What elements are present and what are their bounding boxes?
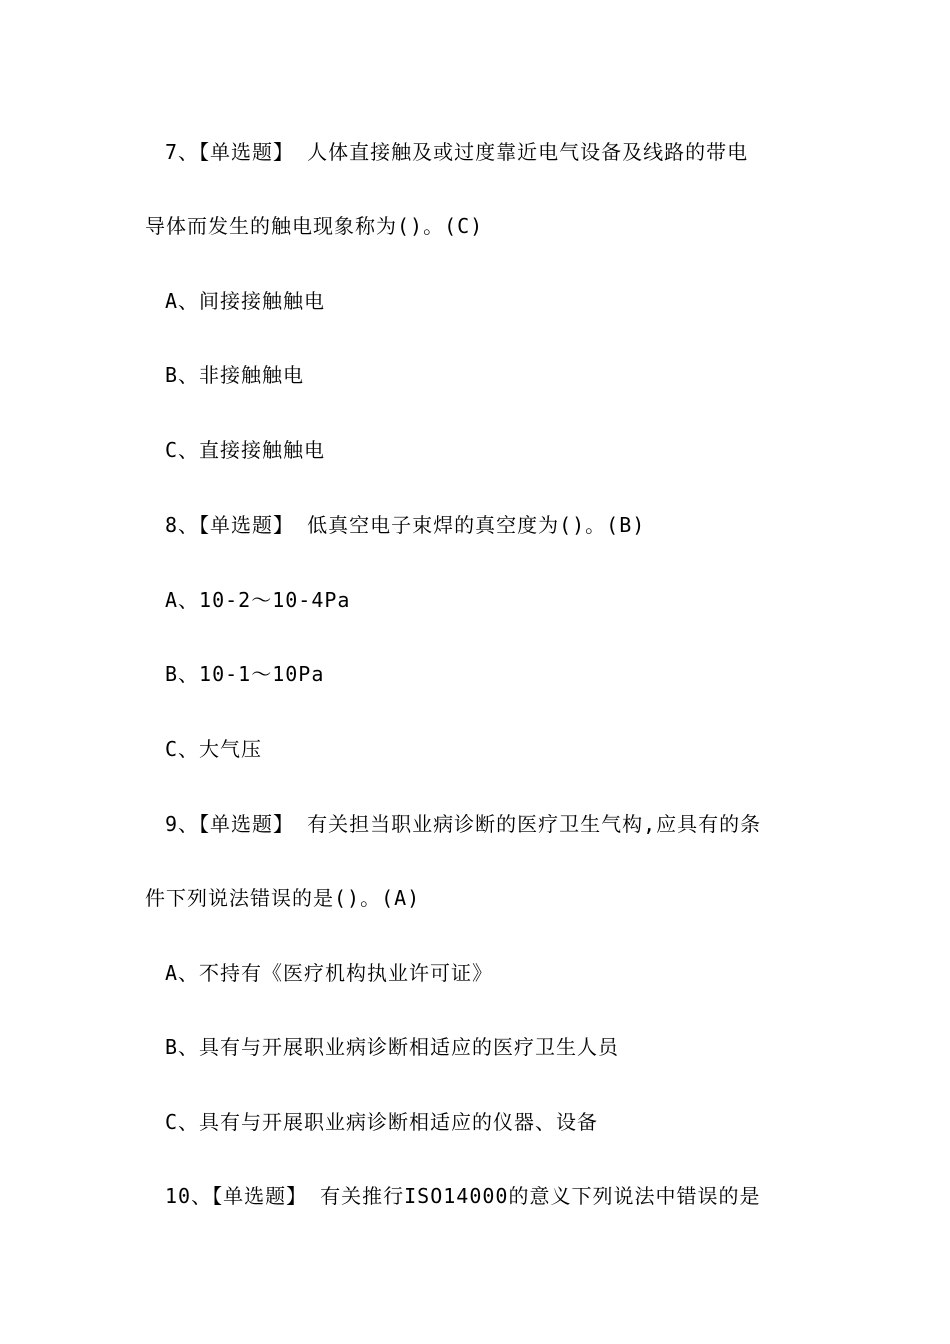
question-8-option-a: A、10-2～10-4Pa bbox=[165, 588, 351, 612]
question-9-stem-line-2: 件下列说法错误的是()。(A) bbox=[145, 886, 421, 910]
question-7-stem-line-2: 导体而发生的触电现象称为()。(C) bbox=[145, 214, 484, 238]
question-8-option-c: C、大气压 bbox=[165, 737, 263, 761]
question-9-option-b: B、具有与开展职业病诊断相适应的医疗卫生人员 bbox=[165, 1035, 620, 1059]
question-8-stem: 8、【单选题】 低真空电子束焊的真空度为()。(B) bbox=[165, 513, 646, 537]
question-10-stem-line-1: 10、【单选题】 有关推行ISO14000的意义下列说法中错误的是 bbox=[165, 1184, 761, 1208]
question-7-option-a: A、间接接触触电 bbox=[165, 289, 326, 313]
question-9-stem-line-1: 9、【单选题】 有关担当职业病诊断的医疗卫生气构,应具有的条 bbox=[165, 812, 762, 836]
question-9-option-a: A、不持有《医疗机构执业许可证》 bbox=[165, 961, 494, 985]
question-7-option-c: C、直接接触触电 bbox=[165, 438, 326, 462]
question-9-option-c: C、具有与开展职业病诊断相适应的仪器、设备 bbox=[165, 1110, 599, 1134]
question-8-option-b: B、10-1～10Pa bbox=[165, 662, 325, 686]
question-7-option-b: B、非接触触电 bbox=[165, 363, 305, 387]
question-7-stem-line-1: 7、【单选题】 人体直接触及或过度靠近电气设备及线路的带电 bbox=[165, 140, 749, 164]
